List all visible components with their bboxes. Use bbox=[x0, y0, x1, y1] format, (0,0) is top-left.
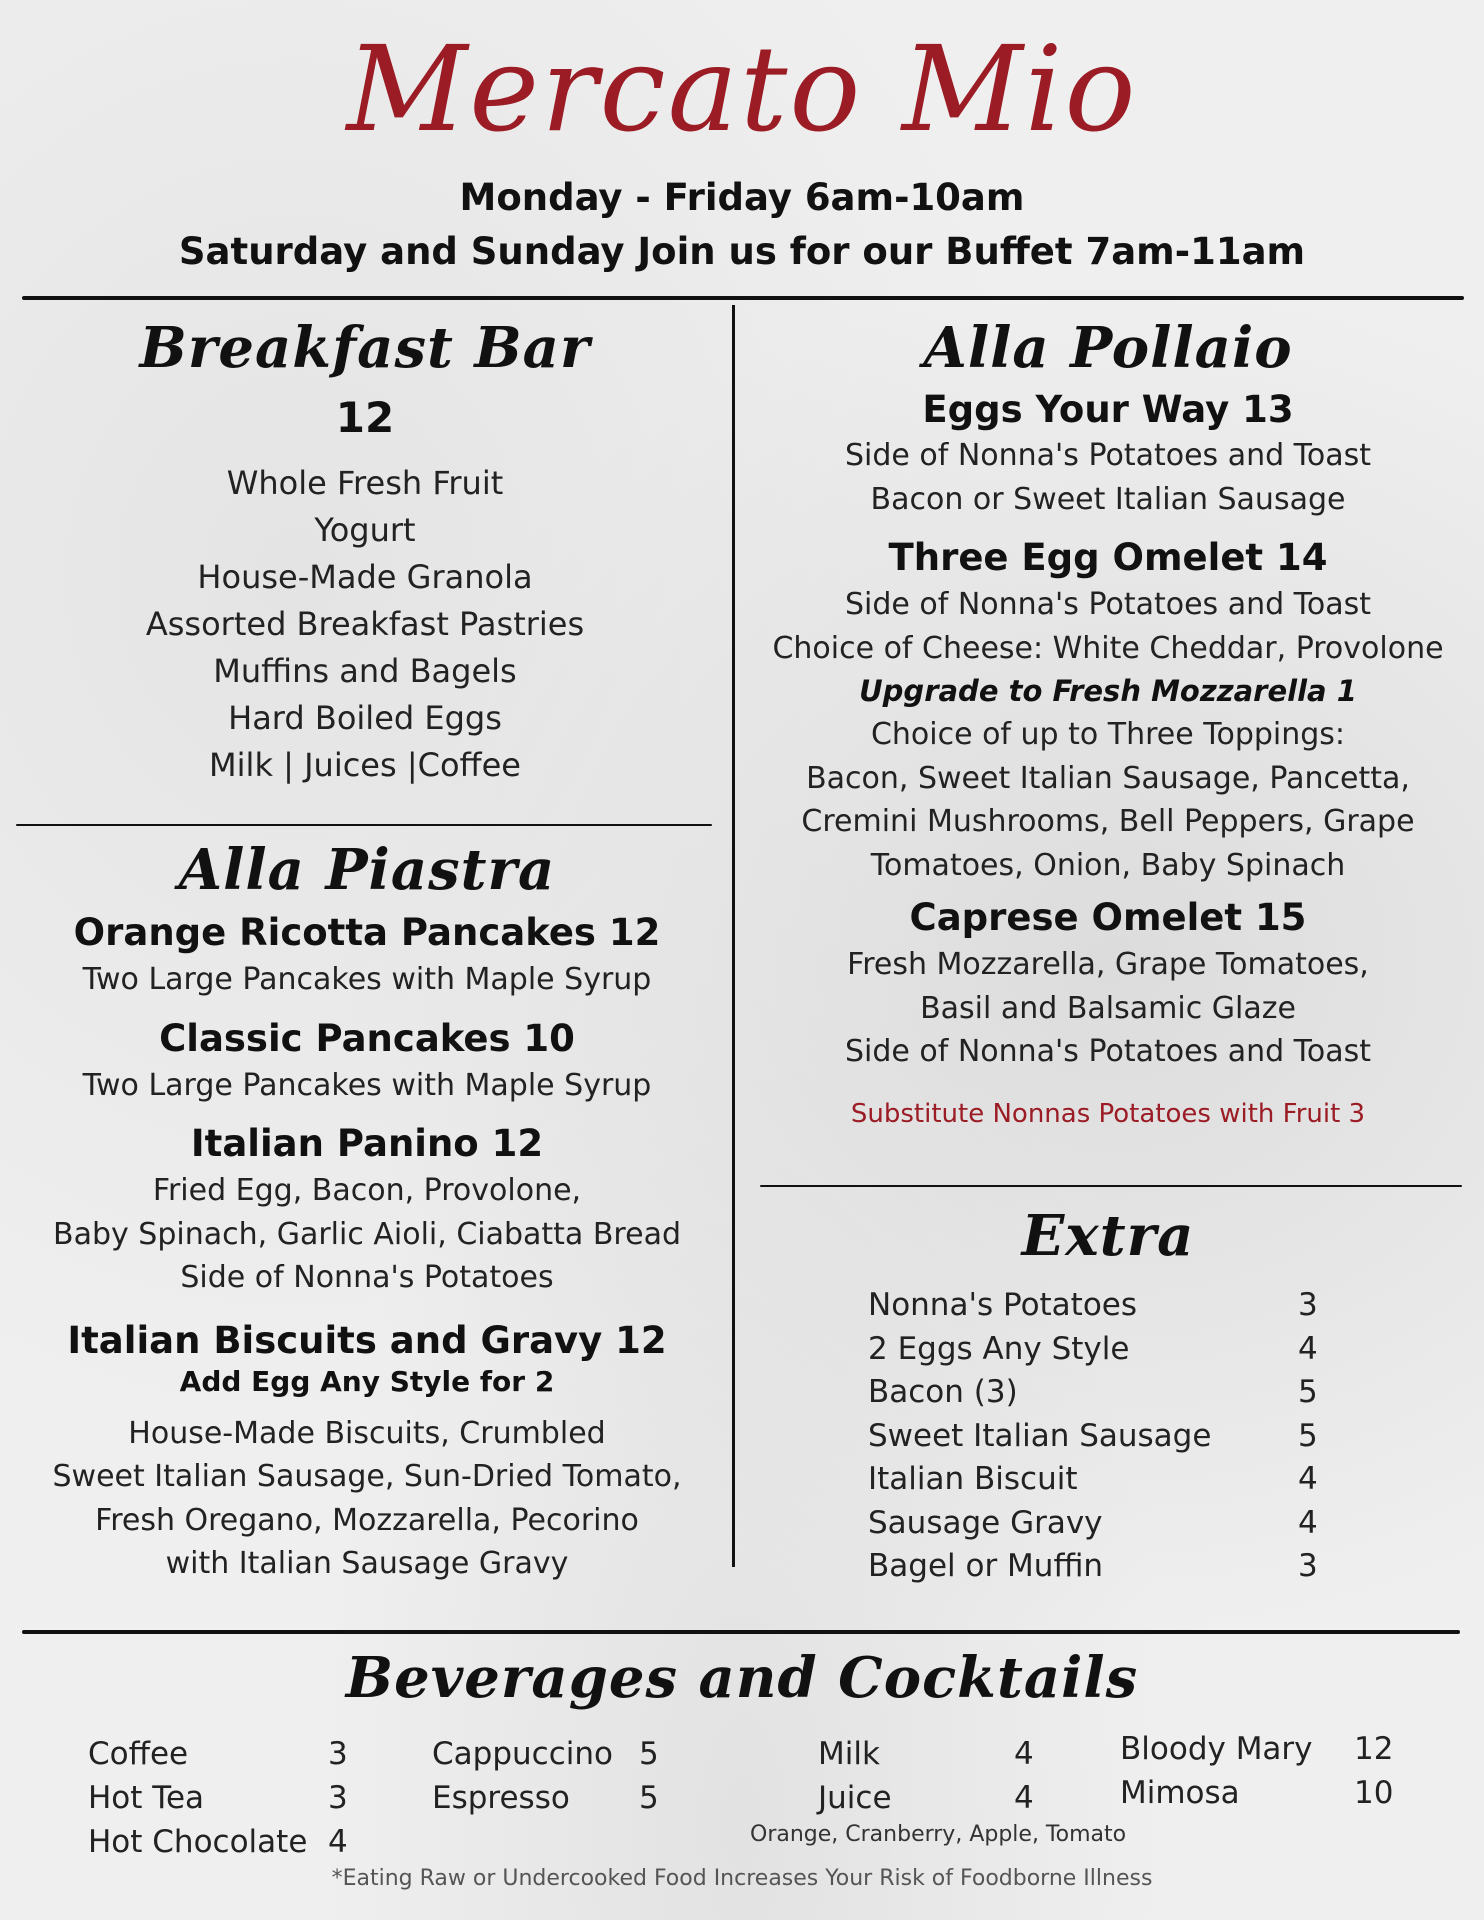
beverage-price: 4 bbox=[328, 1824, 348, 1860]
menu-item-desc: Choice of up to Three Toppings: bbox=[870, 717, 1346, 752]
breakfast-item: Assorted Breakfast Pastries bbox=[145, 605, 585, 643]
beverage-price: 4 bbox=[1014, 1736, 1034, 1772]
extra-item-price: 3 bbox=[1298, 1287, 1318, 1323]
alla-piastra-section bbox=[20, 832, 714, 1586]
extra-item-name: Sweet Italian Sausage bbox=[868, 1418, 1212, 1454]
breakfast-item: Hard Boiled Eggs bbox=[228, 699, 502, 737]
beverages-heading: Beverages and Cocktails bbox=[345, 1645, 1139, 1711]
menu-item-name: Caprese Omelet 15 bbox=[909, 896, 1307, 939]
breakfast-divider bbox=[16, 824, 712, 826]
menu-item-desc: Cremini Mushrooms, Bell Peppers, Grape bbox=[801, 804, 1415, 839]
menu-item-desc: Side of Nonna's Potatoes and Toast bbox=[844, 587, 1372, 622]
extra-item-name: Nonna's Potatoes bbox=[868, 1287, 1138, 1323]
alla-pollaio-heading: Alla Pollaio bbox=[923, 315, 1293, 381]
menu-item-desc: Basil and Balsamic Glaze bbox=[920, 990, 1296, 1026]
menu-item-name: Orange Ricotta Pancakes 12 bbox=[73, 911, 661, 954]
menu-item-desc: Bacon or Sweet Italian Sausage bbox=[870, 481, 1346, 517]
menu-item-desc: Baby Spinach, Garlic Aioli, Ciabatta Bread bbox=[53, 1216, 681, 1252]
menu-item-name: Italian Biscuits and Gravy 12 bbox=[67, 1318, 667, 1362]
extra-item-price: 3 bbox=[1298, 1548, 1318, 1584]
beverage-price: 5 bbox=[639, 1736, 659, 1772]
extra-item-price: 5 bbox=[1298, 1374, 1318, 1410]
breakfast-item: Yogurt bbox=[314, 511, 416, 549]
menu-item-addon: Add Egg Any Style for 2 bbox=[179, 1364, 555, 1398]
beverage-name: Espresso bbox=[432, 1780, 570, 1816]
beverage-name: Cappuccino bbox=[432, 1736, 613, 1772]
breakfast-bar-section bbox=[20, 310, 710, 789]
breakfast-bar-price: 12 bbox=[335, 393, 395, 442]
menu-item-desc: Two Large Pancakes with Maple Syrup bbox=[82, 962, 652, 997]
weekday-hours: Monday - Friday 6am-10am bbox=[459, 176, 1025, 219]
menu-item-desc: Side of Nonna's Potatoes bbox=[180, 1260, 554, 1295]
food-safety-disclaimer: *Eating Raw or Undercooked Food Increases Your Risk of Foodborne Illness bbox=[331, 1866, 1153, 1891]
menu-item-name: Classic Pancakes 10 bbox=[159, 1016, 575, 1060]
breakfast-item: House-Made Granola bbox=[197, 558, 533, 596]
menu-item-desc: Side of Nonna's Potatoes and Toast bbox=[844, 1034, 1372, 1069]
beverage-price: 10 bbox=[1354, 1775, 1394, 1811]
beverage-name: Coffee bbox=[88, 1736, 189, 1772]
top-divider bbox=[22, 296, 1464, 300]
beverage-name: Milk bbox=[818, 1736, 880, 1772]
menu-item-name: Eggs Your Way 13 bbox=[922, 388, 1294, 431]
substitute-note: Substitute Nonnas Potatoes with Fruit 3 bbox=[850, 1098, 1366, 1129]
beverage-name: Hot Chocolate bbox=[88, 1824, 308, 1860]
breakfast-item: Muffins and Bagels bbox=[213, 652, 517, 690]
menu-item-desc: Fresh Oregano, Mozzarella, Pecorino bbox=[95, 1502, 639, 1538]
restaurant-title: Mercato Mio bbox=[346, 20, 1138, 158]
breakfast-item: Milk | Juices |Coffee bbox=[209, 746, 521, 784]
menu-item-name: Italian Panino 12 bbox=[190, 1122, 544, 1165]
juice-options: Orange, Cranberry, Apple, Tomato bbox=[750, 1822, 1127, 1847]
breakfast-item: Whole Fresh Fruit bbox=[226, 464, 504, 502]
menu-item-desc: Sweet Italian Sausage, Sun-Dried Tomato, bbox=[52, 1459, 682, 1494]
beverage-name: Juice bbox=[818, 1780, 892, 1816]
menu-item-desc: Tomatoes, Onion, Baby Spinach bbox=[870, 847, 1346, 883]
menu-item-desc: Bacon, Sweet Italian Sausage, Pancetta, bbox=[806, 760, 1410, 796]
menu-item-desc: Choice of Cheese: White Cheddar, Provolone bbox=[772, 630, 1444, 666]
extra-item-price: 4 bbox=[1298, 1461, 1318, 1497]
menu-item-desc: Two Large Pancakes with Maple Syrup bbox=[82, 1067, 652, 1103]
alla-pollaio-section bbox=[752, 310, 1464, 1132]
menu-item-desc: with Italian Sausage Gravy bbox=[165, 1546, 569, 1581]
beverage-price: 3 bbox=[328, 1736, 348, 1772]
beverages-divider bbox=[22, 1630, 1460, 1634]
menu-item-desc: Side of Nonna's Potatoes and Toast bbox=[844, 438, 1372, 473]
extra-item-price: 4 bbox=[1298, 1505, 1318, 1541]
breakfast-bar-heading: Breakfast Bar bbox=[139, 315, 591, 381]
extra-item-name: Bagel or Muffin bbox=[868, 1548, 1104, 1584]
extra-item-name: 2 Eggs Any Style bbox=[868, 1331, 1130, 1367]
beverage-price: 3 bbox=[328, 1780, 348, 1816]
menu-item-desc: Fried Egg, Bacon, Provolone, bbox=[152, 1173, 582, 1208]
beverage-name: Mimosa bbox=[1120, 1775, 1240, 1811]
pollaio-divider bbox=[760, 1185, 1462, 1187]
menu-item-desc: Fresh Mozzarella, Grape Tomatoes, bbox=[847, 947, 1369, 982]
extra-item-name: Bacon (3) bbox=[868, 1374, 1018, 1410]
menu-item-desc: House-Made Biscuits, Crumbled bbox=[128, 1415, 606, 1451]
extra-item-name: Sausage Gravy bbox=[868, 1505, 1103, 1541]
weekend-hours: Saturday and Sunday Join us for our Buffet 7am-11am bbox=[178, 230, 1306, 273]
extra-item-price: 4 bbox=[1298, 1331, 1318, 1367]
extra-heading: Extra bbox=[1021, 1203, 1195, 1269]
column-divider bbox=[732, 305, 735, 1567]
menu-item-name: Three Egg Omelet 14 bbox=[888, 536, 1328, 579]
extra-item-name: Italian Biscuit bbox=[868, 1461, 1078, 1497]
beverage-name: Bloody Mary bbox=[1120, 1731, 1313, 1767]
alla-piastra-heading: Alla Piastra bbox=[178, 837, 556, 903]
beverage-price: 5 bbox=[639, 1780, 659, 1816]
extra-item-price: 5 bbox=[1298, 1418, 1318, 1454]
beverage-price: 4 bbox=[1014, 1780, 1034, 1816]
upgrade-note: Upgrade to Fresh Mozzarella 1 bbox=[859, 674, 1357, 708]
beverage-price: 12 bbox=[1354, 1731, 1394, 1767]
beverage-name: Hot Tea bbox=[88, 1780, 205, 1816]
